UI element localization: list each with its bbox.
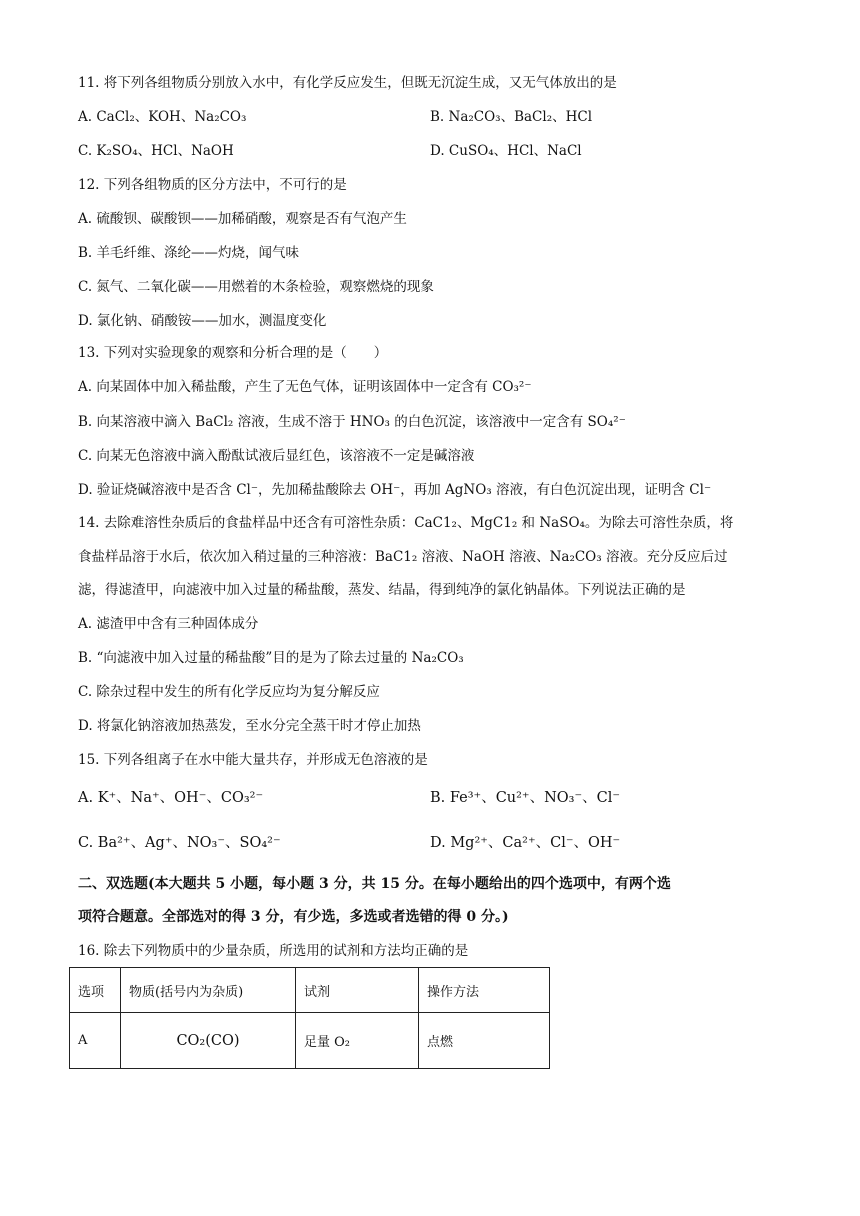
table-cell: A [70,1013,121,1069]
q12-option-a: A. 硫酸钡、碳酸钡——加稀硝酸，观察是否有气泡产生 [78,211,407,227]
q14-stem-line-1: 14. 去除难溶性杂质后的食盐样品中还含有可溶性杂质：CaC1₂、MgC1₂ 和 NaSO₄。为除去可溶性杂质，将 [78,515,734,531]
table-cell: 足量 O₂ [296,1013,419,1069]
section-2-line-2: 项符合题意。全部选对的得 3 分，有少选，多选或者选错的得 0 分。) [78,909,509,925]
table-row [70,1013,550,1069]
q15-option-c: C. Ba²⁺、Ag⁺、NO₃⁻、SO₄²⁻ [78,835,281,851]
table-header-cell: 试剂 [296,968,419,1013]
table-header-cell: 操作方法 [419,968,550,1013]
q12-stem: 12. 下列各组物质的区分方法中，不可行的是 [78,177,347,193]
q14-option-c: C. 除杂过程中发生的所有化学反应均为复分解反应 [78,684,380,700]
table-cell: CO₂(CO) [121,1013,296,1069]
q11-option-d: D. CuSO₄、HCl、NaCl [430,143,582,159]
q13-option-a: A. 向某固体中加入稀盐酸，产生了无色气体，证明该固体中一定含有 CO₃²⁻ [78,379,532,395]
q13-stem: 13. 下列对实验现象的观察和分析合理的是（ ） [78,345,388,361]
q14-stem-line-3: 滤，得滤渣甲，向滤液中加入过量的稀盐酸，蒸发、结晶，得到纯净的氯化钠晶体。下列说法正确的是 [78,582,686,598]
q15-option-b: B. Fe³⁺、Cu²⁺、NO₃⁻、Cl⁻ [430,790,621,806]
q15-option-d: D. Mg²⁺、Ca²⁺、Cl⁻、OH⁻ [430,835,621,851]
q13-option-c: C. 向某无色溶液中滴入酚酞试液后显红色，该溶液不一定是碱溶液 [78,448,475,464]
q12-option-b: B. 羊毛纤维、涤纶——灼烧，闻气味 [78,245,300,261]
q11-option-a: A. CaCl₂、KOH、Na₂CO₃ [78,109,247,125]
q14-option-b: B. “向滤液中加入过量的稀盐酸”目的是为了除去过量的 Na₂CO₃ [78,650,464,666]
table-cell: 点燃 [419,1013,550,1069]
q11-stem: 11. 将下列各组物质分别放入水中，有化学反应发生，但既无沉淀生成，又无气体放出的是 [78,75,617,91]
q12-option-c: C. 氮气、二氧化碳——用燃着的木条检验，观察燃烧的现象 [78,279,434,295]
section-2-line-1: 二、双选题(本大题共 5 小题，每小题 3 分，共 15 分。在每小题给出的四个选项中，有两个选 [78,876,671,892]
q15-option-a: A. K⁺、Na⁺、OH⁻、CO₃²⁻ [78,790,264,806]
q14-option-d: D. 将氯化钠溶液加热蒸发，至水分完全蒸干时才停止加热 [78,718,421,734]
q11-option-b: B. Na₂CO₃、BaCl₂、HCl [430,109,593,125]
table-header-cell: 物质(括号内为杂质) [121,968,296,1013]
table-header-row [70,968,550,1013]
q13-option-d: D. 验证烧碱溶液中是否含 Cl⁻，先加稀盐酸除去 OH⁻，再加 AgNO₃ 溶液，有白色沉淀出现，证明含 Cl⁻ [78,482,712,498]
q16-stem: 16. 除去下列物质中的少量杂质，所选用的试剂和方法均正确的是 [78,943,469,959]
q16-options-table [69,967,550,1069]
table-header-cell: 选项 [70,968,121,1013]
q11-option-c: C. K₂SO₄、HCl、NaOH [78,143,234,159]
q15-stem: 15. 下列各组离子在水中能大量共存，并形成无色溶液的是 [78,752,428,768]
q13-option-b: B. 向某溶液中滴入 BaCl₂ 溶液，生成不溶于 HNO₃ 的白色沉淀，该溶液中一定含有 SO₄²⁻ [78,414,626,430]
q14-stem-line-2: 食盐样品溶于水后，依次加入稍过量的三种溶液：BaC1₂ 溶液、NaOH 溶液、Na₂CO₃ 溶液。充分反应后过 [78,549,728,565]
q14-option-a: A. 滤渣甲中含有三种固体成分 [78,616,259,632]
q12-option-d: D. 氯化钠、硝酸铵——加水，测温度变化 [78,313,327,329]
